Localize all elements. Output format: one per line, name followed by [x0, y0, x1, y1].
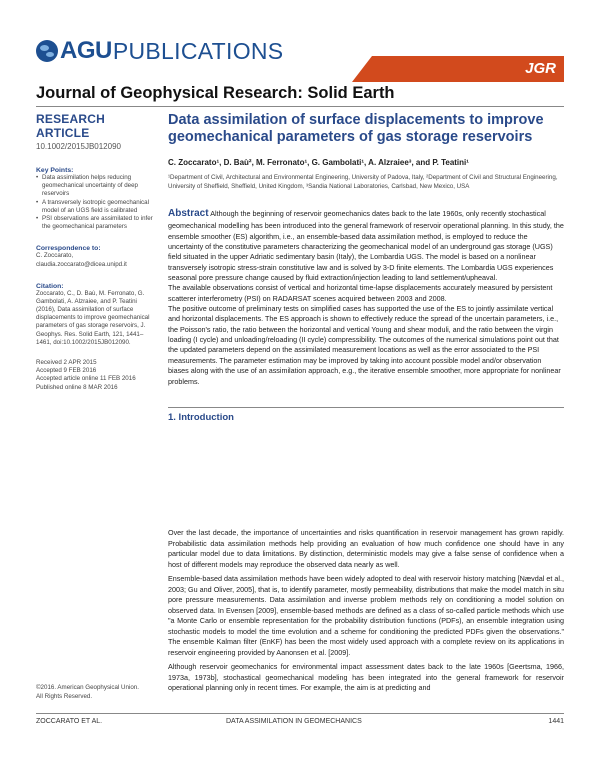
- jgr-banner: [372, 56, 564, 82]
- history-dates: [36, 359, 158, 392]
- accepted-date: Accepted 9 FEB 2016: [36, 367, 97, 375]
- key-points-heading: Key Points:: [36, 167, 74, 174]
- copyright: [36, 684, 139, 701]
- abstract-paragraph-2: The available observations consist of vertical and horizontal time-lapse displacements accurately measured by persistent scatterer interferometry (PSI) on RADARSAT scenes acquired between 2003 and 2008.: [168, 283, 553, 303]
- received-date: Received 2 APR 2015: [36, 359, 97, 366]
- jgr-label: JGR: [525, 60, 556, 77]
- agu-publications-logo: [36, 36, 283, 66]
- abstract-paragraph-1: Although the beginning of reservoir geomechanics dates back to the late 1960s, only recently stochastical geomechanical modelling has been introduced into the general framework of reservoir operational planning. In this study, the ensemble smoother (ES) algorithm, i.e., an ensemble-based data assimilation method, is employed to reduce the uncertainty of the constitutive parameters characterizing the geomechanical model of an underground gas storage (UGS) field situated in the upper Adriatic sedimentary basin (Italy), the Lombardia UGS. The model is based on a nonlinear transversely isotropic stress-strain constitutive law and is solved by 3-D finite elements. The Lombardia UGS experiences seasonal pore pressure change caused by fluid extraction/injection leading to land settlement/upheaval.: [168, 208, 564, 282]
- citation: Zoccarato, C., D. Baù, M. Ferronato, G. Gambolati, A. Alzraiee, and P. Teatini (2016), Data assimilation of surface displacements to improve geomechanical parameters of gas storage reservoirs, J. Geophys. Res. Solid Earth, 121, 1441–1461, doi:10.1002/2015JB012090.: [36, 289, 150, 346]
- correspondence-heading: Correspondence to:: [36, 245, 101, 253]
- footer-authors: ZOCCARATO ET AL.: [36, 718, 103, 725]
- key-point: • PSI observations are assimilated to infer the geomechanical parameters: [36, 215, 158, 231]
- page-number: 1441: [548, 718, 564, 725]
- intro-paragraph-1: Over the last decade, the importance of uncertainties and risks quantification in reservoir management has grown rapidly. Probabilistic data assimilation methods help providing an evaluation of how much confidence one should have in any particular model due to data limitations. By distinction, deterministic models may give a false sense of confidence when a host of different models may reproduce the observed data nearly as well.: [168, 528, 564, 569]
- sidebar: [36, 112, 158, 392]
- section-heading-introduction: 1. Introduction: [168, 411, 234, 423]
- affiliations: ¹Department of Civil, Architectural and Environmental Engineering, University of Padova, Italy, ²Department of Civil and Structural Engineering, University of Sheffield, Sheffield, United Kingdom, ³Sandia National Laboratories, Carlsbad, New Mexico, USA: [168, 173, 558, 190]
- copyright-line-1: ©2016. American Geophysical Union.: [36, 684, 139, 691]
- globe-icon: [36, 40, 58, 62]
- logo-publications-text: PUBLICATIONS: [112, 37, 284, 64]
- introduction-body: [168, 528, 564, 698]
- footer-divider: [36, 713, 564, 714]
- logo-agu-text: AGU: [60, 37, 112, 64]
- intro-divider: [168, 407, 564, 408]
- abstract-heading: Abstract: [168, 207, 209, 219]
- authors: C. Zoccarato¹, D. Baù², M. Ferronato¹, G. Gambolati¹, A. Alzraiee³, and P. Teatini¹: [168, 157, 469, 167]
- accepted-online-date: Accepted article online 11 FEB 2016: [36, 375, 136, 383]
- key-point: • Data assimilation helps reducing geomechanical uncertainty of deep reservoirs: [36, 174, 158, 199]
- abstract: [168, 207, 564, 387]
- journal-title: Journal of Geophysical Research: Solid Earth: [36, 84, 395, 102]
- article-title: Data assimilation of surface displacements to improve geomechanical parameters of gas storage reservoirs: [168, 112, 544, 146]
- key-points-list: [36, 174, 158, 231]
- copyright-line-2: All Rights Reserved.: [36, 692, 93, 700]
- article-type: RESEARCH ARTICLE: [36, 112, 105, 140]
- correspondence[interactable]: C. Zoccarato, claudia.zoccarato@dicea.unipd.it: [36, 252, 127, 268]
- citation-heading: Citation:: [36, 282, 64, 290]
- header-divider: [36, 106, 564, 107]
- footer-running-title: DATA ASSIMILATION IN GEOMECHANICS: [226, 718, 362, 725]
- article-head: [168, 112, 564, 423]
- published-date: Published online 8 MAR 2016: [36, 383, 118, 391]
- intro-paragraph-3: Although reservoir geomechanics for environmental impact assessment dates back to the late 1960s [Geertsma, 1966, 1973a, 1973b], stochastical geomechanical modeling has been integrated into the general framework for reservoir operational planning only in recent times. For example, the aim is at predicting and: [168, 662, 564, 693]
- abstract-paragraph-3: The positive outcome of preliminary tests on simplified cases has supported the use of the ES to jointly assimilate vertical and horizontal displacements. The ES approach is shown to effectively reduce the spread of the uncertain parameters, i.e., the Poisson's ratio, the ratio between the horizontal and vertical Young and shear moduli, and the ratio between the virgin loading (I cycle) and unloading/reloading (II cycle) compressibility. The outcomes of the numerical simulations point out that the updated parameters depend on the assimilated measurement locations as well as the error associated to the PSI measurements. The parameter estimation may be improved by taking into account possible model and/or observation biases along with the use of an assimilation approach, e.g., the iterative ensemble smoother, more appropriate for nonlinear problems.: [168, 304, 561, 386]
- doi[interactable]: 10.1002/2015JB012090: [36, 142, 121, 151]
- intro-paragraph-2: Ensemble-based data assimilation methods have been widely adopted to deal with reservoir history matching [Nævdal et al., 2003; Gu and Oliver, 2005], that is, to identify parameter, mostly permeability, distributions that make the model match in situ pore pressure measurements. Data assimilation and inverse problem methods rely on conditioning a model solution on observed data. In Evensen [2009], ensemble-based methods are defined as a class of so-called particle methods which use "a Monte Carlo or ensemble representation for the probability distribution functions (PDFs), an ensemble integration using stochastic models to model the time evolution and a scheme for conditioning the predicted PDFs given the observations." The ensemble Kalman filter (EnKF) has been the most widely used approach with a complete review on its applications in reservoir engineering provided by Aanonsen et al. [2009].: [168, 574, 564, 657]
- key-point: • A transversely isotropic geomechanical model of an UGS field is calibrated: [36, 199, 158, 215]
